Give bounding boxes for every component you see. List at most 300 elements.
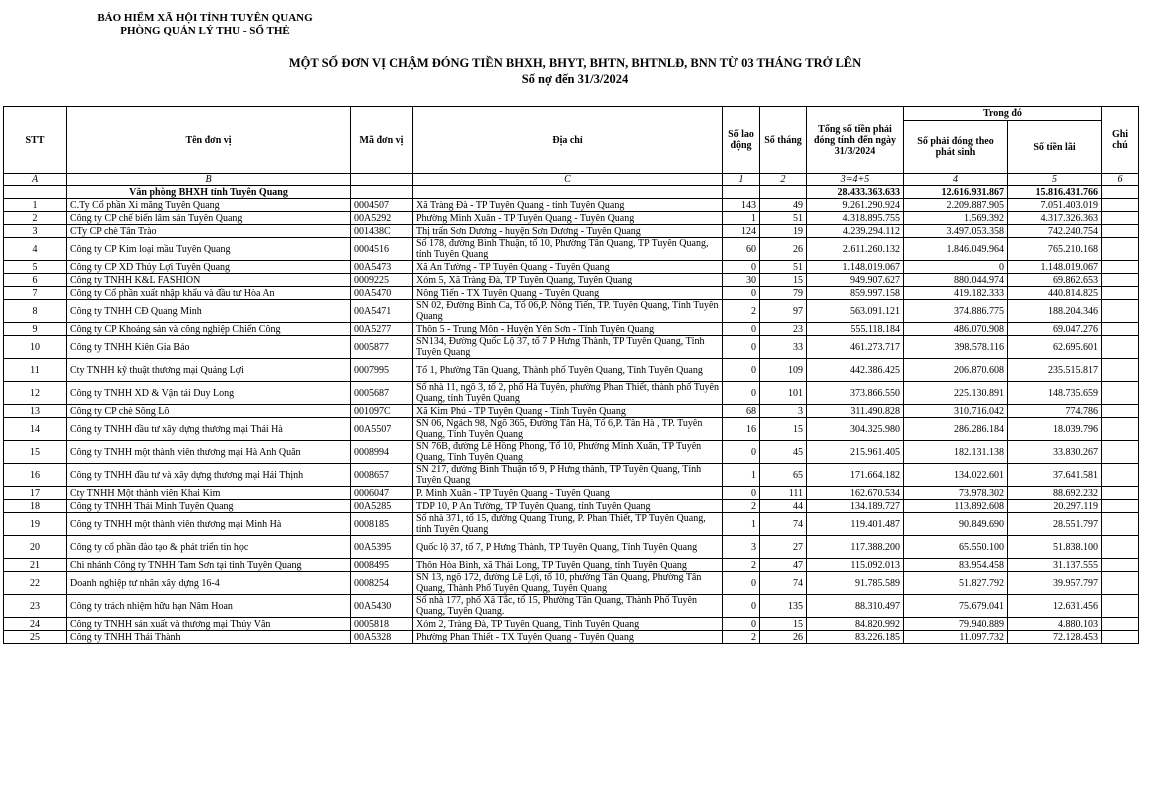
cell-stt: 12 [4,382,67,405]
cell-stt: 6 [4,274,67,287]
cell-months: 79 [760,287,807,300]
cell-months: 23 [760,323,807,336]
table-row [4,300,1139,323]
cell-address: Thị trấn Sơn Dương - huyện Sơn Dương - Tuyên Quang [413,225,723,238]
cell-total: 84.820.992 [807,618,904,631]
cell-name: C.Ty Cổ phần Xi măng Tuyên Quang [67,199,351,212]
cell-code: 00A5285 [351,500,413,513]
cell-stt: 22 [4,572,67,595]
cell-months: 51 [760,261,807,274]
cell-months: 49 [760,199,807,212]
cell-stt: 8 [4,300,67,323]
cell-code: 0008254 [351,572,413,595]
cell-principal: 486.070.908 [904,323,1008,336]
cell-address: Nông Tiến - TX Tuyên Quang - Tuyên Quang [413,287,723,300]
cell-name: Công ty trách nhiệm hữu hạn Nâm Hoan [67,595,351,618]
cell-total: 119.401.487 [807,513,904,536]
cell-code: 00A5471 [351,300,413,323]
cell-months: 97 [760,300,807,323]
cell-address: SN134, Đường Quốc Lộ 37, tổ 7 P Hưng Thành, TP Tuyên Quang, Tỉnh Tuyên Quang [413,336,723,359]
cell-months: 51 [760,212,807,225]
cell-note [1102,323,1139,336]
organization-header [0,12,410,38]
cell-code: 0004507 [351,199,413,212]
cell-note [1102,336,1139,359]
cell-principal: 113.892.608 [904,500,1008,513]
cell-stt: 25 [4,631,67,644]
cell-code: 0007995 [351,359,413,382]
cell-stt: 23 [4,595,67,618]
cell-months: 111 [760,487,807,500]
table-row [4,595,1139,618]
cell-address: Số nhà 371, tổ 15, đường Quang Trung, P. Phan Thiết, TP Tuyên Quang, tỉnh Tuyên Quang [413,513,723,536]
cell-stt: 15 [4,441,67,464]
cell-principal: 286.286.184 [904,418,1008,441]
summary-empty [1102,186,1139,199]
cell-note [1102,500,1139,513]
cell-months: 15 [760,618,807,631]
cell-interest: 188.204.346 [1008,300,1102,323]
cell-address: SN 76B, đường Lê Hồng Phong, Tổ 10, Phường Minh Xuân, TP Tuyên Quang, Tỉnh Tuyên Quang [413,441,723,464]
cell-stt: 14 [4,418,67,441]
cell-address: Xóm 2, Tràng Đà, TP Tuyên Quang, Tỉnh Tuyên Quang [413,618,723,631]
cell-principal: 79.940.889 [904,618,1008,631]
cell-workers: 0 [723,595,760,618]
cell-code: 00A5395 [351,536,413,559]
cell-principal: 2.209.887.905 [904,199,1008,212]
cell-workers: 0 [723,336,760,359]
cell-total: 88.310.497 [807,595,904,618]
cell-principal: 182.131.138 [904,441,1008,464]
header-months: Số tháng [760,107,807,174]
summary-empty [4,186,67,199]
cell-code: 00A5328 [351,631,413,644]
table-row [4,513,1139,536]
code-cell: 6 [1102,174,1139,186]
code-cell: 4 [904,174,1008,186]
cell-principal: 225.130.891 [904,382,1008,405]
code-cell: 1 [723,174,760,186]
cell-note [1102,572,1139,595]
cell-name: Công ty CP chè Sông Lô [67,405,351,418]
table-row [4,572,1139,595]
cell-principal: 1.846.049.964 [904,238,1008,261]
cell-total: 461.273.717 [807,336,904,359]
cell-workers: 0 [723,487,760,500]
header-address: Địa chỉ [413,107,723,174]
header-name: Tên đơn vị [67,107,351,174]
header-note: Ghi chú [1102,107,1139,174]
table-row [4,618,1139,631]
cell-months: 27 [760,536,807,559]
cell-note [1102,199,1139,212]
cell-name: Công ty TNHH Thái Thành [67,631,351,644]
cell-address: Thôn 5 - Trung Môn - Huyện Yên Sơn - Tỉnh Tuyên Quang [413,323,723,336]
cell-workers: 0 [723,287,760,300]
cell-stt: 18 [4,500,67,513]
cell-principal: 134.022.601 [904,464,1008,487]
cell-code: 001438C [351,225,413,238]
cell-note [1102,212,1139,225]
cell-principal: 83.954.458 [904,559,1008,572]
code-cell [351,174,413,186]
cell-workers: 1 [723,212,760,225]
cell-stt: 20 [4,536,67,559]
cell-stt: 16 [4,464,67,487]
cell-code: 001097C [351,405,413,418]
column-code-row [4,174,1139,186]
cell-name: Doanh nghiệp tư nhân xây dựng 16-4 [67,572,351,595]
department-name: PHÒNG QUẢN LÝ THU - SỔ THẺ [120,25,290,37]
cell-address: Thôn Hòa Bình, xã Thái Long, TP Tuyên Quang, tỉnh Tuyên Quang [413,559,723,572]
cell-interest: 37.641.581 [1008,464,1102,487]
cell-total: 115.092.013 [807,559,904,572]
table-row [4,536,1139,559]
cell-stt: 4 [4,238,67,261]
cell-interest: 62.695.601 [1008,336,1102,359]
cell-interest: 12.631.456 [1008,595,1102,618]
cell-interest: 1.148.019.067 [1008,261,1102,274]
cell-stt: 11 [4,359,67,382]
cell-note [1102,418,1139,441]
cell-name: Công ty TNHH Kiên Gia Bảo [67,336,351,359]
cell-note [1102,559,1139,572]
cell-name: Công ty TNHH K&L FASHION [67,274,351,287]
table-row [4,441,1139,464]
table-row [4,559,1139,572]
cell-interest: 39.957.797 [1008,572,1102,595]
cell-stt: 13 [4,405,67,418]
cell-total: 311.490.828 [807,405,904,418]
cell-note [1102,618,1139,631]
cell-code: 0008657 [351,464,413,487]
cell-address: Xã An Tường - TP Tuyên Quang - Tuyên Quang [413,261,723,274]
cell-months: 65 [760,464,807,487]
cell-stt: 7 [4,287,67,300]
table-row [4,487,1139,500]
cell-total: 304.325.980 [807,418,904,441]
cell-months: 33 [760,336,807,359]
cell-note [1102,513,1139,536]
cell-principal: 0 [904,261,1008,274]
cell-stt: 3 [4,225,67,238]
cell-workers: 0 [723,382,760,405]
cell-interest: 7.051.403.019 [1008,199,1102,212]
cell-note [1102,287,1139,300]
cell-stt: 10 [4,336,67,359]
cell-note [1102,536,1139,559]
cell-code: 0006047 [351,487,413,500]
cell-workers: 0 [723,359,760,382]
cell-interest: 4.880.103 [1008,618,1102,631]
cell-stt: 1 [4,199,67,212]
cell-total: 555.118.184 [807,323,904,336]
cell-principal: 11.097.732 [904,631,1008,644]
cell-workers: 0 [723,261,760,274]
cell-note [1102,487,1139,500]
cell-name: Công ty TNHH XD & Vận tải Duy Long [67,382,351,405]
cell-name: Công ty TNHH một thành viên thương mại Minh Hà [67,513,351,536]
cell-months: 101 [760,382,807,405]
header-principal: Số phải đóng theo phát sinh [904,121,1008,174]
cell-total: 171.664.182 [807,464,904,487]
cell-name: Cty TNHH Một thành viên Khai Kim [67,487,351,500]
cell-total: 9.261.290.924 [807,199,904,212]
cell-note [1102,405,1139,418]
cell-total: 4.318.895.755 [807,212,904,225]
cell-total: 373.866.550 [807,382,904,405]
cell-workers: 30 [723,274,760,287]
table-row [4,261,1139,274]
cell-workers: 0 [723,572,760,595]
header-code: Mã đơn vị [351,107,413,174]
cell-months: 15 [760,274,807,287]
header-total: Tổng số tiền phải đóng tính đến ngày 31/3/2024 [807,107,904,174]
cell-address: SN 02, Đường Bình Ca, Tổ 06,P. Nông Tiến, TP. Tuyên Quang, Tỉnh Tuyên Quang [413,300,723,323]
cell-note [1102,441,1139,464]
summary-row [4,186,1139,199]
table-row [4,631,1139,644]
cell-address: Phường Minh Xuân - TP Tuyên Quang - Tuyên Quang [413,212,723,225]
table-row [4,418,1139,441]
document-title-block [0,55,1150,87]
cell-name: Công ty CP Khoáng sản và công nghiệp Chiến Công [67,323,351,336]
cell-name: Công ty CP Kim loại mầu Tuyên Quang [67,238,351,261]
cell-note [1102,300,1139,323]
cell-address: SN 13, ngõ 172, đường Lê Lợi, tổ 10, phường Tân Quang, Phường Tân Quang, Thành Phố Tuyên Quang, Tuyên Quang [413,572,723,595]
cell-address: SN 217, đường Bình Thuận tổ 9, P Hưng thành, TP Tuyên Quang, Tỉnh Tuyên Quang [413,464,723,487]
cell-months: 74 [760,513,807,536]
table-row [4,336,1139,359]
header-interest: Số tiền lãi [1008,121,1102,174]
cell-months: 44 [760,500,807,513]
cell-workers: 3 [723,536,760,559]
cell-principal: 3.497.053.358 [904,225,1008,238]
cell-address: SN 06, Ngách 98, Ngõ 365, Đường Tân Hà, Tổ 6,P. Tân Hà , TP. Tuyên Quang, Tỉnh Tuyên Quang [413,418,723,441]
cell-interest: 20.297.119 [1008,500,1102,513]
cell-interest: 774.786 [1008,405,1102,418]
cell-code: 0009225 [351,274,413,287]
cell-workers: 0 [723,441,760,464]
cell-interest: 69.047.276 [1008,323,1102,336]
summary-label: Văn phòng BHXH tỉnh Tuyên Quang [67,186,351,199]
cell-address: Số nhà 11, ngõ 3, tổ 2, phố Hà Tuyên, phường Phan Thiết, thành phố Tuyên Quang, tỉnh Tuyên Quang [413,382,723,405]
cell-workers: 1 [723,513,760,536]
cell-code: 00A5277 [351,323,413,336]
cell-total: 2.611.260.132 [807,238,904,261]
cell-name: Công ty TNHH đầu tư và xây dựng thương mại Hải Thịnh [67,464,351,487]
cell-total: 83.226.185 [807,631,904,644]
cell-workers: 2 [723,300,760,323]
cell-stt: 19 [4,513,67,536]
cell-workers: 2 [723,559,760,572]
cell-principal: 90.849.690 [904,513,1008,536]
table-row [4,405,1139,418]
cell-code: 00A5430 [351,595,413,618]
code-cell: C [413,174,723,186]
cell-stt: 17 [4,487,67,500]
cell-months: 3 [760,405,807,418]
cell-address: Tổ 1, Phường Tân Quang, Thành phố Tuyên Quang, Tỉnh Tuyên Quang [413,359,723,382]
cell-note [1102,225,1139,238]
cell-code: 0008495 [351,559,413,572]
cell-note [1102,274,1139,287]
header-workers: Số lao động [723,107,760,174]
cell-workers: 0 [723,323,760,336]
cell-principal: 75.679.041 [904,595,1008,618]
cell-note [1102,464,1139,487]
summary-empty [351,186,413,199]
cell-total: 134.189.727 [807,500,904,513]
cell-name: Công ty Cổ phần xuất nhập khẩu và đầu tư Hòa An [67,287,351,300]
cell-code: 00A5473 [351,261,413,274]
cell-total: 215.961.405 [807,441,904,464]
cell-address: Xã Tràng Đà - TP Tuyên Quang - tỉnh Tuyên Quang [413,199,723,212]
cell-address: Xã Kim Phú - TP Tuyên Quang - Tỉnh Tuyên Quang [413,405,723,418]
cell-principal: 51.827.792 [904,572,1008,595]
cell-months: 109 [760,359,807,382]
cell-principal: 419.182.333 [904,287,1008,300]
cell-code: 0005818 [351,618,413,631]
cell-workers: 2 [723,631,760,644]
cell-months: 26 [760,631,807,644]
cell-stt: 5 [4,261,67,274]
header-group: Trong đó [904,107,1102,121]
cell-interest: 765.210.168 [1008,238,1102,261]
code-cell: 2 [760,174,807,186]
cell-months: 45 [760,441,807,464]
summary-empty [723,186,760,199]
cell-address: Xóm 5, Xã Tràng Đà, TP Tuyên Quang, Tuyên Quang [413,274,723,287]
cell-total: 117.388.200 [807,536,904,559]
cell-code: 0008994 [351,441,413,464]
cell-workers: 124 [723,225,760,238]
cell-principal: 65.550.100 [904,536,1008,559]
cell-principal: 1.569.392 [904,212,1008,225]
cell-interest: 440.814.825 [1008,287,1102,300]
cell-months: 47 [760,559,807,572]
cell-principal: 398.578.116 [904,336,1008,359]
cell-interest: 28.551.797 [1008,513,1102,536]
cell-workers: 0 [723,618,760,631]
cell-interest: 69.862.653 [1008,274,1102,287]
header-stt: STT [4,107,67,174]
cell-name: Công ty TNHH Thái Minh Tuyên Quang [67,500,351,513]
cell-address: P. Minh Xuân - TP Tuyên Quang - Tuyên Quang [413,487,723,500]
summary-empty [760,186,807,199]
code-cell: 5 [1008,174,1102,186]
cell-name: Công ty TNHH CĐ Quang Minh [67,300,351,323]
cell-name: Chi nhánh Công ty TNHH Tam Sơn tại tỉnh Tuyên Quang [67,559,351,572]
cell-code: 0008185 [351,513,413,536]
cell-workers: 60 [723,238,760,261]
cell-principal: 880.044.974 [904,274,1008,287]
cell-interest: 88.692.232 [1008,487,1102,500]
cell-note [1102,238,1139,261]
cell-interest: 18.039.796 [1008,418,1102,441]
cell-interest: 235.515.817 [1008,359,1102,382]
cell-total: 4.239.294.112 [807,225,904,238]
cell-months: 26 [760,238,807,261]
cell-stt: 2 [4,212,67,225]
summary-interest: 15.816.431.766 [1008,186,1102,199]
table-row [4,359,1139,382]
cell-code: 0004516 [351,238,413,261]
document-title: MỘT SỐ ĐƠN VỊ CHẬM ĐÓNG TIỀN BHXH, BHYT, BHTN, BHTNLĐ, BNN TỪ 03 THÁNG TRỞ LÊN [288,56,862,70]
cell-note [1102,595,1139,618]
cell-interest: 33.830.267 [1008,441,1102,464]
cell-name: Công ty CP XD Thủy Lợi Tuyên Quang [67,261,351,274]
cell-code: 00A5292 [351,212,413,225]
cell-note [1102,631,1139,644]
cell-stt: 21 [4,559,67,572]
cell-total: 91.785.589 [807,572,904,595]
cell-address: TDP 10, P An Tường, TP Tuyên Quang, tỉnh Tuyên Quang [413,500,723,513]
cell-name: Công ty cổ phần đào tạo & phát triển tin học [67,536,351,559]
cell-interest: 51.838.100 [1008,536,1102,559]
cell-interest: 72.128.453 [1008,631,1102,644]
code-cell: A [4,174,67,186]
org-name: BẢO HIỂM XÃ HỘI TỈNH TUYÊN QUANG [97,12,313,24]
cell-address: Số 178, đường Bình Thuận, tổ 10, Phường Tân Quang, TP Tuyên Quang, tỉnh Tuyên Quang [413,238,723,261]
cell-name: Cty TNHH kỹ thuật thương mại Quảng Lợi [67,359,351,382]
cell-address: Quốc lộ 37, tổ 7, P Hưng Thành, TP Tuyên Quang, Tỉnh Tuyên Quang [413,536,723,559]
cell-workers: 2 [723,500,760,513]
cell-principal: 374.886.775 [904,300,1008,323]
table-row [4,382,1139,405]
cell-note [1102,382,1139,405]
code-cell: B [67,174,351,186]
cell-total: 949.907.627 [807,274,904,287]
cell-note [1102,261,1139,274]
cell-principal: 310.716.042 [904,405,1008,418]
cell-name: CTy CP chè Tân Trào [67,225,351,238]
cell-workers: 143 [723,199,760,212]
cell-workers: 16 [723,418,760,441]
code-cell: 3=4+5 [807,174,904,186]
cell-total: 1.148.019.067 [807,261,904,274]
table-row [4,464,1139,487]
cell-note [1102,359,1139,382]
cell-interest: 31.137.555 [1008,559,1102,572]
cell-months: 135 [760,595,807,618]
table-row [4,274,1139,287]
cell-stt: 9 [4,323,67,336]
cell-interest: 148.735.659 [1008,382,1102,405]
cell-name: Công ty TNHH đầu tư xây dựng thương mại Thái Hà [67,418,351,441]
cell-code: 0005687 [351,382,413,405]
cell-months: 15 [760,418,807,441]
summary-principal: 12.616.931.867 [904,186,1008,199]
cell-address: Số nhà 177, phố Xã Tắc, tổ 15, Phường Tân Quang, Thành Phố Tuyên Quang, Tuyên Quang. [413,595,723,618]
cell-total: 859.997.158 [807,287,904,300]
table-row [4,199,1139,212]
cell-code: 0005877 [351,336,413,359]
cell-stt: 24 [4,618,67,631]
cell-name: Công ty TNHH sản xuất và thương mại Thủy Vân [67,618,351,631]
table-row [4,323,1139,336]
cell-interest: 742.240.754 [1008,225,1102,238]
debt-table [3,106,1139,644]
cell-address: Phường Phan Thiết - TX Tuyên Quang - Tuyên Quang [413,631,723,644]
summary-total: 28.433.363.633 [807,186,904,199]
table-row [4,238,1139,261]
table-row [4,212,1139,225]
summary-empty [413,186,723,199]
cell-workers: 68 [723,405,760,418]
table-row [4,500,1139,513]
cell-interest: 4.317.326.363 [1008,212,1102,225]
